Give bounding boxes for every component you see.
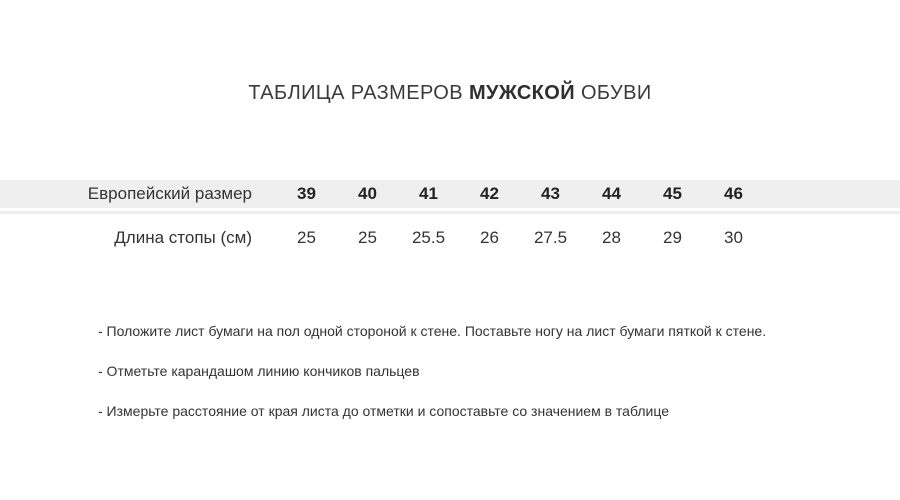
instruction-item: - Измерьте расстояние от края листа до отметки и сопоставьте со значением в таблице xyxy=(98,403,669,419)
table-row-foot-length xyxy=(0,224,900,252)
instruction-item: - Отметьте карандашом линию кончиков пальцев xyxy=(98,363,420,379)
size-value-42: 42 xyxy=(480,184,499,203)
size-value-41: 41 xyxy=(419,184,438,203)
table-divider xyxy=(0,211,900,214)
foot-length-value-3: 25.5 xyxy=(411,228,446,247)
size-value-43: 43 xyxy=(541,184,560,203)
foot-length-value-5: 27.5 xyxy=(533,228,568,247)
instruction-item: - Положите лист бумаги на пол одной стороной к стене. Поставьте ногу на лист бумаги пяткой к стене. xyxy=(98,323,767,339)
foot-length-value-1: 25 xyxy=(297,228,316,247)
size-table xyxy=(0,180,900,252)
foot-length-value-2: 25 xyxy=(358,228,377,247)
size-value-44: 44 xyxy=(602,184,621,203)
size-value-39: 39 xyxy=(297,184,316,203)
size-value-45: 45 xyxy=(663,184,682,203)
table-row-european-size xyxy=(0,180,900,208)
row-label-foot-length: Длина стопы (см) xyxy=(114,228,252,247)
size-value-46: 46 xyxy=(724,184,743,203)
title-prefix: ТАБЛИЦА РАЗМЕРОВ xyxy=(248,82,463,104)
foot-length-value-7: 29 xyxy=(663,228,682,247)
foot-length-value-4: 26 xyxy=(480,228,499,247)
foot-length-value-8: 30 xyxy=(724,228,743,247)
title-suffix: ОБУВИ xyxy=(580,82,652,104)
size-value-40: 40 xyxy=(358,184,377,203)
measuring-instructions-list xyxy=(98,323,858,443)
title-highlight: МУЖСКОЙ xyxy=(468,82,575,104)
foot-length-value-6: 28 xyxy=(602,228,621,247)
page-title xyxy=(0,82,900,105)
row-label-european-size: Европейский размер xyxy=(87,184,252,203)
